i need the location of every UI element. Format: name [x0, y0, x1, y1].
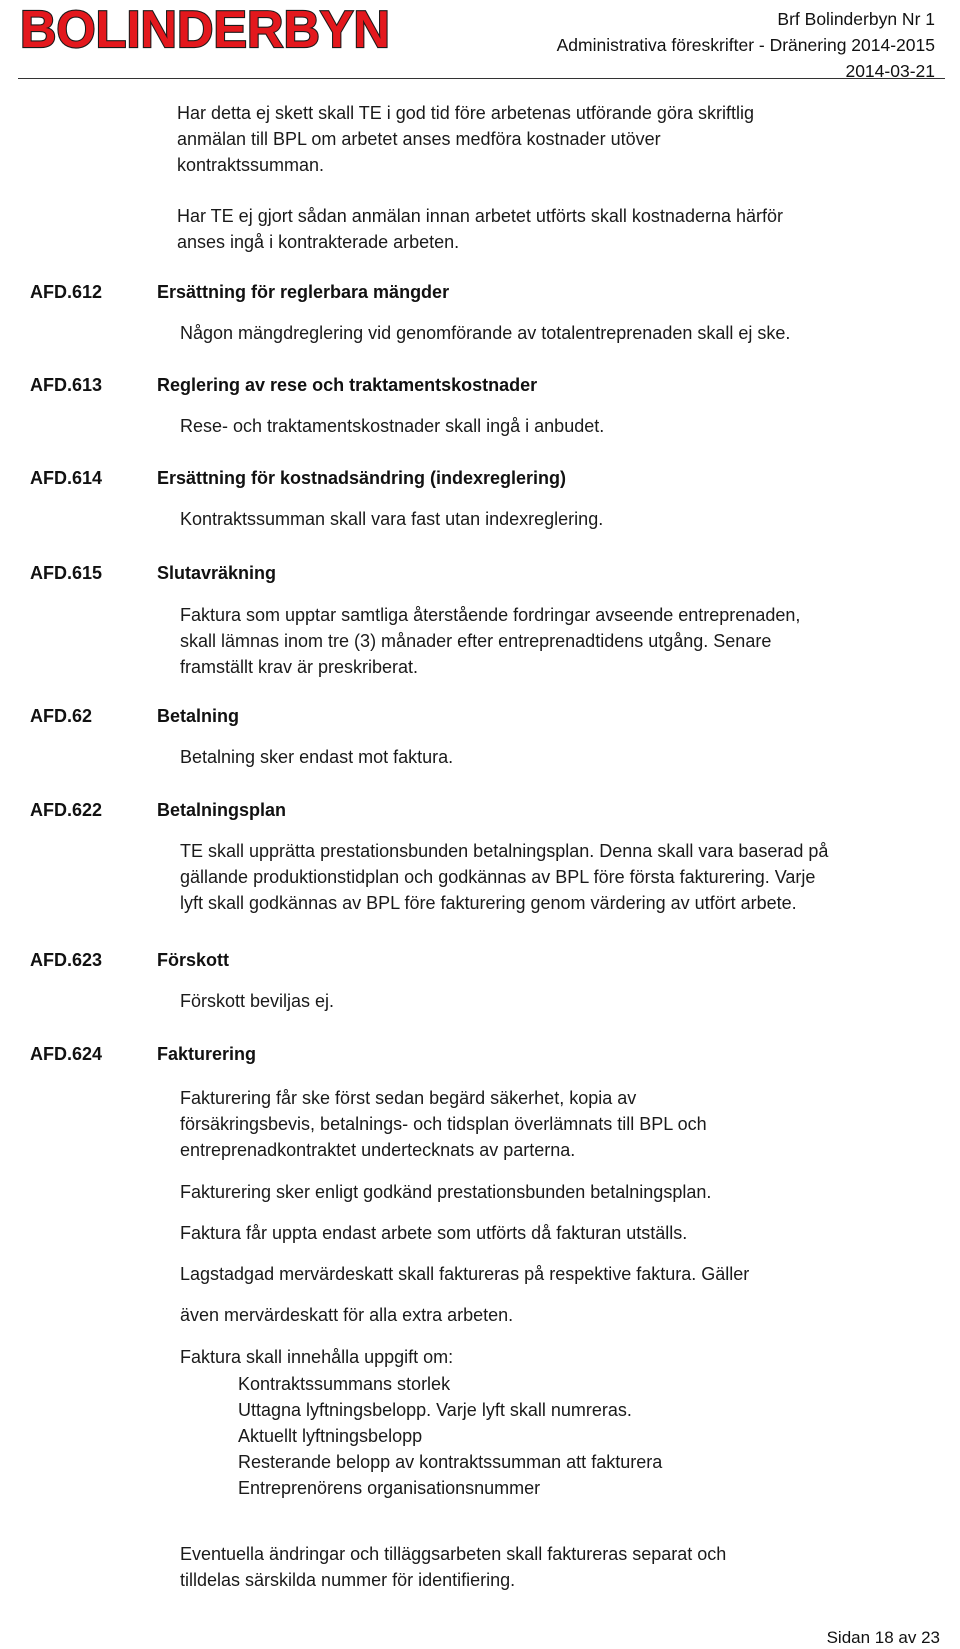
intro-p2-line-1: Har TE ej gjort sådan anmälan innan arbetet utförts skall kostnaderna härför	[177, 206, 784, 226]
afd622-line-2: gällande produktionstidplan och godkännas av BPL före första fakturering. Varje	[180, 867, 816, 887]
section-heading-afd614: Ersättning för kostnadsändring (indexreglering)	[157, 468, 567, 488]
section-body-afd613	[180, 413, 940, 439]
afd622-line-3: lyft skall godkännas av BPL före fakturering genom värdering av utfört arbete.	[180, 893, 797, 913]
afd622-line-1: TE skall upprätta prestationsbunden betalningsplan. Denna skall vara baserad på	[180, 841, 829, 861]
logo-graphic	[18, 4, 393, 52]
intro-paragraph-1	[177, 100, 754, 178]
list-item: Uttagna lyftningsbelopp. Varje lyft skall numreras.	[238, 1400, 632, 1420]
afd613-line-1: Rese- och traktamentskostnader skall ingå i anbudet.	[180, 416, 605, 436]
afd615-line-2: skall lämnas inom tre (3) månader efter entreprenadtidens utgång. Senare	[180, 631, 772, 651]
header-info	[557, 6, 935, 84]
section-body-afd612	[180, 320, 940, 346]
fakturering-paragraph-4: Lagstadgad mervärdeskatt skall faktureras på respektive faktura. Gäller	[180, 1264, 750, 1284]
section-heading-afd624: Fakturering	[157, 1044, 257, 1064]
section-heading-afd62: Betalning	[157, 706, 240, 726]
section-code-afd613: AFD.613	[30, 375, 103, 395]
intro-p2-line-2: anses ingå i kontrakterade arbeten.	[177, 232, 460, 252]
section-body-afd614	[180, 506, 940, 532]
section-code-afd612: AFD.612	[30, 282, 103, 302]
list-item: Resterande belopp av kontraktssumman att fakturera	[238, 1452, 663, 1472]
afd62-line-1: Betalning sker endast mot faktura.	[180, 747, 454, 767]
section-code-afd614: AFD.614	[30, 468, 103, 488]
section-code-afd622: AFD.622	[30, 800, 103, 820]
list-item: Aktuellt lyftningsbelopp	[238, 1426, 423, 1446]
fakturering-list-intro: Faktura skall innehålla uppgift om:	[180, 1347, 454, 1367]
intro-p1-line-1: Har detta ej skett skall TE i god tid före arbetenas utförande göra skriftlig	[177, 103, 754, 123]
afd615-line-1: Faktura som upptar samtliga återstående fordringar avseende entreprenaden,	[180, 605, 801, 625]
section-heading-afd613: Reglering av rese och traktamentskostnader	[157, 375, 538, 395]
fakturering-paragraph-5: även mervärdeskatt för alla extra arbeten.	[180, 1305, 514, 1325]
section-body-afd62	[180, 744, 940, 770]
header-org: Brf Bolinderbyn Nr 1	[777, 9, 935, 29]
section-code-afd62: AFD.62	[30, 706, 93, 726]
header-date: 2014-03-21	[845, 61, 935, 81]
afd612-line-1: Någon mängdreglering vid genomförande av totalentreprenaden skall ej ske.	[180, 323, 791, 343]
intro-paragraph-2	[177, 203, 783, 255]
afd614-line-1: Kontraktssumman skall vara fast utan indexreglering.	[180, 509, 604, 529]
section-heading-afd623: Förskott	[157, 950, 229, 970]
fakturering-p1-line-3: entreprenadkontraktet undertecknats av parterna.	[180, 1140, 576, 1160]
intro-p1-line-2: anmälan till BPL om arbetet anses medföra kostnader utöver	[177, 129, 661, 149]
section-body-afd623	[180, 988, 940, 1014]
list-item: Kontraktssummans storlek	[238, 1374, 451, 1394]
section-body-afd622	[180, 838, 940, 916]
logo-wordmark: BOLINDERBYN	[20, 4, 390, 52]
fakturering-paragraph-1	[180, 1085, 940, 1163]
section-code-afd615: AFD.615	[30, 563, 103, 583]
section-heading-afd612: Ersättning för reglerbara mängder	[157, 282, 450, 302]
intro-p1-line-3: kontraktssumman.	[177, 155, 325, 175]
fakturering-p6-line-2: tilldelas särskilda nummer för identifiering.	[180, 1570, 516, 1590]
header-divider	[18, 78, 945, 79]
fakturering-p1-line-1: Fakturering får ske först sedan begärd säkerhet, kopia av	[180, 1088, 637, 1108]
section-code-afd623: AFD.623	[30, 950, 103, 970]
fakturering-p6-line-1: Eventuella ändringar och tilläggsarbeten skall faktureras separat och	[180, 1544, 727, 1564]
header-doc-title: Administrativa föreskrifter - Dränering 2014-2015	[556, 35, 935, 55]
fakturering-paragraph-3: Faktura får uppta endast arbete som utförts då fakturan utställs.	[180, 1223, 688, 1243]
fakturering-list	[238, 1371, 662, 1501]
fakturering-p1-line-2: försäkringsbevis, betalnings- och tidsplan överlämnats till BPL och	[180, 1114, 707, 1134]
list-item: Entreprenörens organisationsnummer	[238, 1478, 541, 1498]
fakturering-paragraph-6	[180, 1541, 940, 1593]
fakturering-paragraph-2: Fakturering sker enligt godkänd prestationsbunden betalningsplan.	[180, 1182, 712, 1202]
afd623-line-1: Förskott beviljas ej.	[180, 991, 335, 1011]
bolinderbyn-logo	[18, 4, 393, 52]
page-number: Sidan 18 av 23	[826, 1628, 940, 1647]
section-heading-afd615: Slutavräkning	[157, 563, 277, 583]
section-heading-afd622: Betalningsplan	[157, 800, 287, 820]
afd615-line-3: framställt krav är preskriberat.	[180, 657, 419, 677]
section-body-afd615	[180, 602, 940, 680]
section-code-afd624: AFD.624	[30, 1044, 103, 1064]
